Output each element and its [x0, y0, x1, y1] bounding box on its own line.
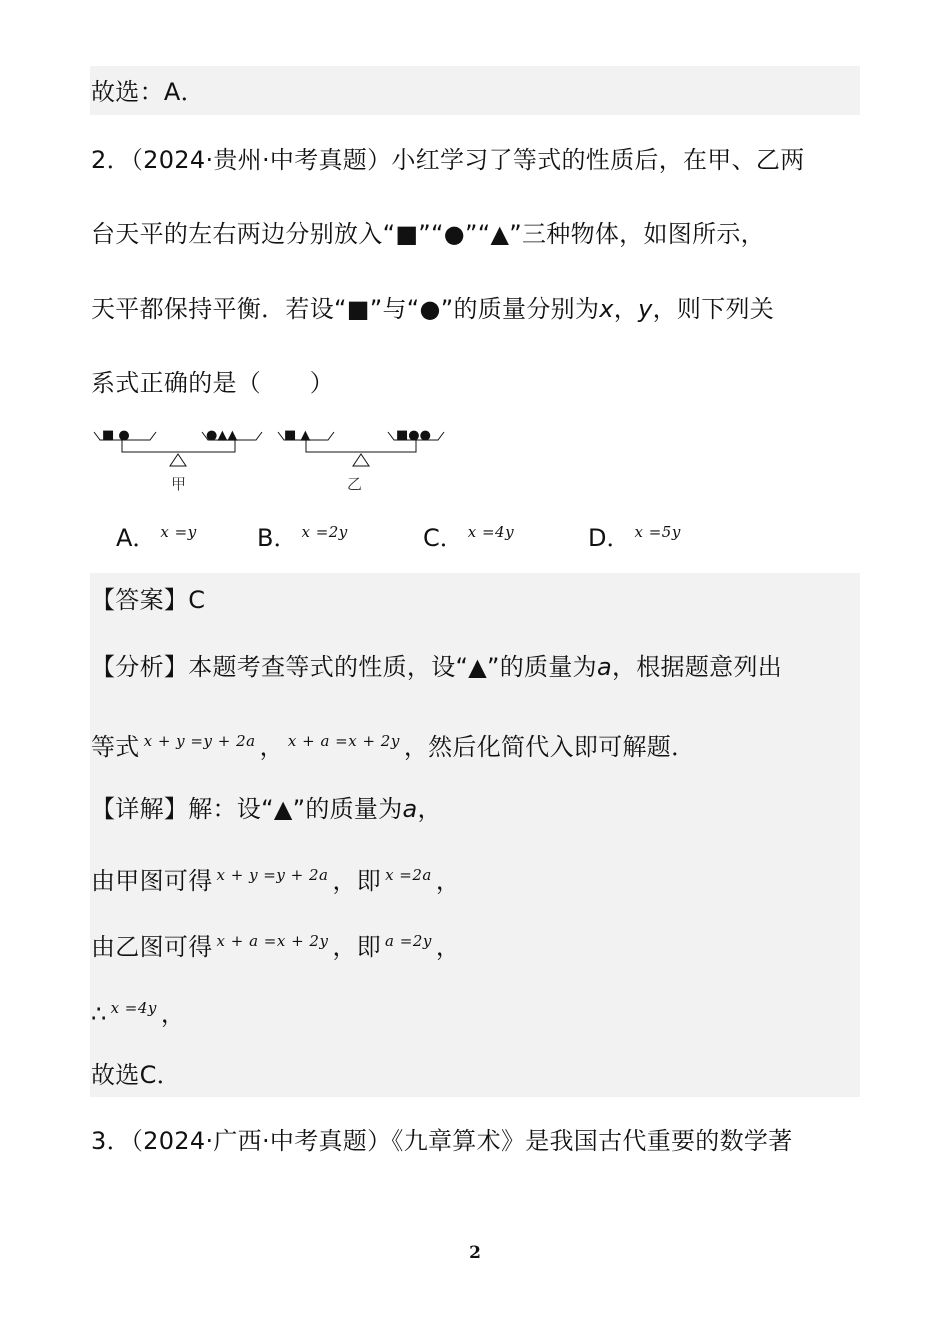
- q2-stem-line3: 天平都保持平衡．若设“■”与“●”的质量分别为x，y，则下列关: [91, 295, 775, 323]
- analysis-line2: 等式 $^{x + y =y + 2a}$ ， $^{x + a =x + 2y}$ ，然后化简代入即可解题．: [91, 732, 696, 761]
- jia-equation-line: 由甲图可得 $^{x + y =y + 2a}$ ，即 $^{x =2a}$ ，: [91, 866, 461, 895]
- detail-line: 【详解】解：设“▲”的质量为a，: [91, 795, 442, 823]
- final-choice: 故选C．: [91, 1061, 181, 1089]
- analysis-line1: 【分析】本题考查等式的性质，设“▲”的质量为a，根据题意列出: [91, 653, 783, 681]
- yi-equation-line: 由乙图可得 $^{x + a =x + 2y}$ ，即 $^{a =2y}$ ，: [91, 932, 461, 961]
- option-c: C． $^{x =4y}$: [423, 523, 515, 552]
- answer-line: 【答案】C: [91, 586, 206, 614]
- option-a: A． $^{x =y}$: [116, 523, 197, 552]
- scale-yi-left-objects: ■ ▲: [284, 428, 311, 443]
- scale-jia-left-objects: ■ ●: [102, 428, 130, 443]
- option-b: B． $^{x =2y}$: [257, 523, 348, 552]
- balance-figure: [90, 420, 470, 500]
- option-d: D． $^{x =5y}$: [588, 523, 681, 552]
- q2-stem-line1: 2．（2024·贵州·中考真题）小红学习了等式的性质后，在甲、乙两: [91, 146, 805, 174]
- prev-answer-choice: 故选：A．: [91, 78, 205, 106]
- q3-stem-line1: 3．（2024·广西·中考真题）《九章算术》是我国古代重要的数学著: [91, 1127, 793, 1155]
- q2-stem-line2: 台天平的左右两边分别放入“■”“●”“▲”三种物体，如图所示，: [91, 220, 765, 248]
- therefore-line: ∴ $^{x =4y}$ ，: [91, 999, 186, 1028]
- page-number: 2: [469, 1243, 481, 1263]
- scale-jia-label: 甲: [171, 475, 187, 493]
- prev-answer-shade: [90, 66, 860, 115]
- q2-stem-line4: 系式正确的是（ ）: [91, 369, 334, 397]
- scale-yi-right-objects: ■●●: [396, 428, 431, 443]
- scale-jia-right-objects: ●▲▲: [206, 428, 238, 443]
- scale-yi-label: 乙: [347, 475, 363, 493]
